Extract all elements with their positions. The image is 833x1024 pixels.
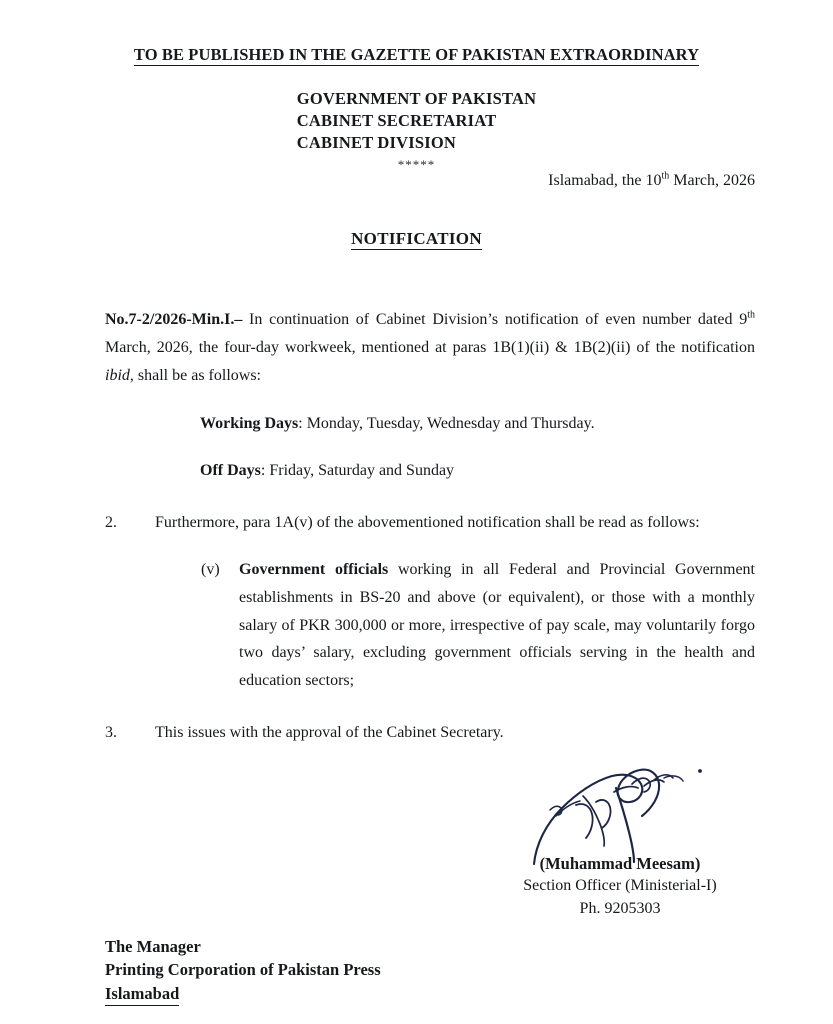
ibid-term: ibid xyxy=(105,366,130,384)
paragraph-2-text: Furthermore, para 1A(v) of the abovementioned notification shall be read as follows: xyxy=(155,514,700,532)
addressee-line-manager: The Manager xyxy=(105,937,201,956)
addressee-line-city xyxy=(105,982,381,1006)
addressee-line-organization: Printing Corporation of Pakistan Press xyxy=(105,960,381,980)
days-list xyxy=(105,410,755,485)
paragraph-3-text: This issues with the approval of the Cabinet Secretary. xyxy=(155,724,504,742)
dateline xyxy=(548,172,755,190)
notification-reference-number: No.7-2/2026-Min.I.– xyxy=(105,311,243,328)
off-days-row xyxy=(200,457,755,485)
addressee-block xyxy=(105,935,381,1006)
paragraph-3-number: 3. xyxy=(105,724,117,742)
off-days-label: Off Days xyxy=(200,462,261,480)
paragraph-3 xyxy=(105,719,755,747)
para1-date-ordinal: th xyxy=(747,309,755,321)
paragraph-2-number: 2. xyxy=(105,514,117,532)
para1-text-before-date: In continuation of Cabinet Division’s notification of even number dated 9 xyxy=(242,311,748,328)
signatory-phone: Ph. 9205303 xyxy=(579,900,661,918)
organization-lines xyxy=(297,88,536,154)
dateline-suffix: March, 2026 xyxy=(669,172,755,189)
off-days-value: : Friday, Saturday and Sunday xyxy=(260,462,455,480)
dateline-prefix: Islamabad, the 10 xyxy=(548,172,662,189)
signatory-role: Section Officer (Ministerial-I) xyxy=(523,877,717,895)
org-line-secretariat: CABINET SECRETARIAT xyxy=(296,111,497,131)
paragraph-1 xyxy=(105,306,755,389)
addressee-city-text: Islamabad xyxy=(105,982,179,1006)
subclause-v-bold-lead: Government officials xyxy=(239,560,389,578)
subclause-v-text xyxy=(201,556,755,695)
gazette-publication-header xyxy=(0,45,833,65)
paragraph-2 xyxy=(105,509,755,537)
working-days-value: : Monday, Tuesday, Wednesday and Thursday. xyxy=(298,415,595,433)
signatory-name: (Muhammad Meesam) xyxy=(539,854,701,873)
dateline-ordinal: th xyxy=(661,170,670,182)
organization-heading-block xyxy=(0,88,833,173)
document-body xyxy=(105,306,755,747)
gazette-header-text: TO BE PUBLISHED IN THE GAZETTE OF PAKISTAN EXTRAORDINARY xyxy=(133,45,700,64)
working-days-label: Working Days xyxy=(200,415,299,433)
para1-text-end: , shall be as follows: xyxy=(129,366,261,384)
subclause-v-marker: (v) xyxy=(201,560,220,578)
org-line-division: CABINET DIVISION xyxy=(296,133,457,153)
subclause-v xyxy=(105,556,755,695)
asterisk-separator: ***** xyxy=(397,156,436,172)
org-line-government: GOVERNMENT OF PAKISTAN xyxy=(296,89,537,108)
signatory-details xyxy=(470,758,770,921)
page-title xyxy=(0,229,833,249)
working-days-row xyxy=(200,410,755,438)
signature-block xyxy=(470,758,770,921)
para1-text-after-date: March, 2026, the four-day workweek, mentioned at paras 1B(1)(ii) & 1B(2)(ii) of the notification xyxy=(105,338,755,356)
notification-title-text: NOTIFICATION xyxy=(351,229,482,248)
subclause-v-body: working in all Federal and Provincial Government establishments in BS-20 and above (or equivalent), or those with a monthly salary of PKR 300,000 or more, irrespective of pay scale, may voluntarily forgo two days’ salary, excluding government officials serving in the health and education sectors; xyxy=(239,560,755,690)
